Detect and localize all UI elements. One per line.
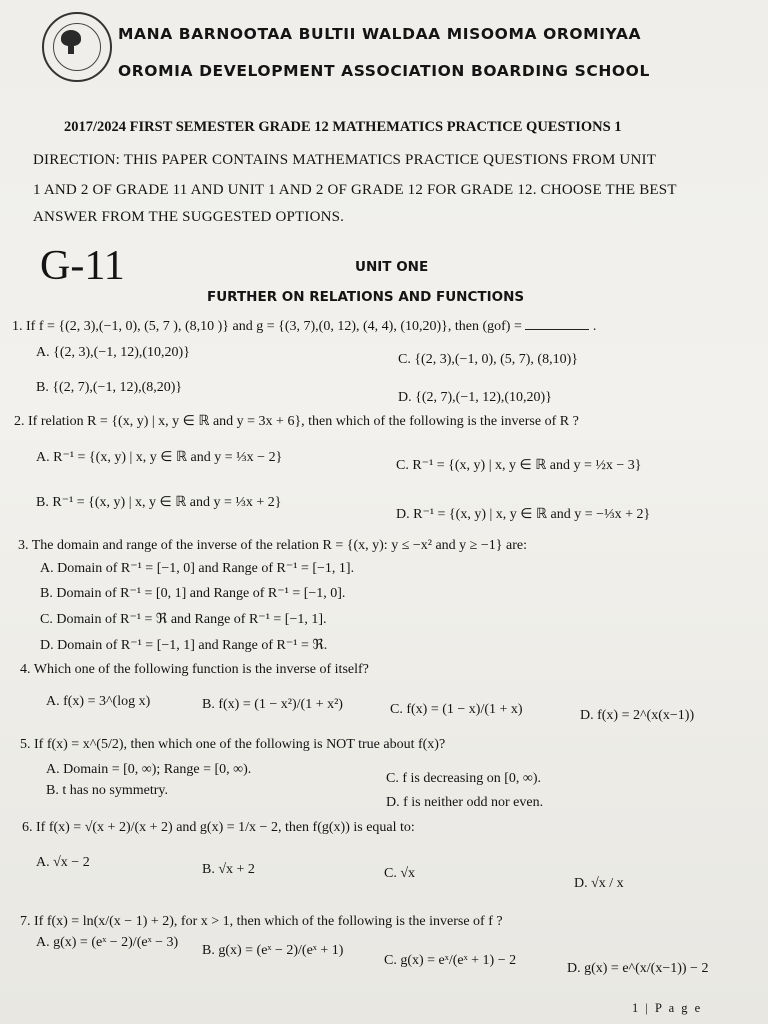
q1-option-d: D. {(2, 7),(−1, 12),(10,20)}: [398, 390, 552, 405]
q1-option-a: A. {(2, 3),(−1, 12),(10,20)}: [36, 345, 190, 360]
question-7: 7. If f(x) = ln(x/(x − 1) + 2), for x > 1, then which of the following is the inverse of f ?: [20, 914, 503, 929]
q2-option-c: C. R⁻¹ = {(x, y) | x, y ∈ ℝ and y = ½x − 3}: [396, 458, 642, 473]
answer-blank: [525, 317, 589, 330]
q1-option-b: B. {(2, 7),(−1, 12),(8,20)}: [36, 380, 183, 395]
q5-option-a: A. Domain = [0, ∞); Range = [0, ∞).: [46, 762, 252, 777]
q1-option-c: C. {(2, 3),(−1, 0), (5, 7), (8,10)}: [398, 352, 578, 367]
q3-option-c: C. Domain of R⁻¹ = ℜ and Range of R⁻¹ = [−1, 1].: [40, 612, 327, 627]
question-4: 4. Which one of the following function is the inverse of itself?: [20, 662, 369, 677]
school-name-oromo: MANA BARNOOTAA BULTII WALDAA MISOOMA OROMIYAA: [118, 25, 642, 43]
question-1: 1. If f = {(2, 3),(−1, 0), (5, 7 ), (8,10 )} and g = {(3, 7),(0, 12), (4, 4), (10,20)}, then (gof) = .: [12, 319, 597, 334]
school-seal-icon: [42, 12, 112, 82]
q2-option-b: B. R⁻¹ = {(x, y) | x, y ∈ ℝ and y = ⅓x + 2}: [36, 495, 282, 510]
question-5: 5. If f(x) = x^(5/2), then which one of the following is NOT true about f(x)?: [20, 737, 446, 752]
grade-heading: G-11: [40, 243, 125, 289]
q7-option-d: D. g(x) = e^(x/(x−1)) − 2: [567, 961, 709, 976]
q3-option-d: D. Domain of R⁻¹ = [−1, 1] and Range of R⁻¹ = ℜ.: [40, 638, 328, 653]
question-3: 3. The domain and range of the inverse of the relation R = {(x, y): y ≤ −x² and y ≥ −1} are:: [18, 538, 527, 553]
exam-title: 2017/2024 FIRST SEMESTER GRADE 12 MATHEMATICS PRACTICE QUESTIONS 1: [64, 119, 622, 135]
page-number: 1 | P a g e: [632, 1001, 703, 1015]
q4-option-a: A. f(x) = 3^(log x): [46, 694, 151, 709]
question-2: 2. If relation R = {(x, y) | x, y ∈ ℝ and y = 3x + 6}, then which of the following is the inverse of R ?: [14, 414, 579, 429]
q4-option-b: B. f(x) = (1 − x²)/(1 + x²): [202, 697, 343, 712]
unit-heading: UNIT ONE: [355, 259, 429, 275]
q3-option-b: B. Domain of R⁻¹ = [0, 1] and Range of R⁻¹ = [−1, 0].: [40, 586, 346, 601]
q2-option-d: D. R⁻¹ = {(x, y) | x, y ∈ ℝ and y = −⅓x + 2}: [396, 507, 651, 522]
q5-option-b: B. t has no symmetry.: [46, 783, 168, 798]
q6-option-a: A. √x − 2: [36, 855, 90, 870]
q2-option-a: A. R⁻¹ = {(x, y) | x, y ∈ ℝ and y = ⅓x − 2}: [36, 450, 283, 465]
q6-option-b: B. √x + 2: [202, 862, 255, 877]
school-name-english: OROMIA DEVELOPMENT ASSOCIATION BOARDING SCHOOL: [118, 62, 650, 80]
q6-option-c: C. √x: [384, 866, 416, 881]
direction-line-3: ANSWER FROM THE SUGGESTED OPTIONS.: [33, 209, 345, 225]
q7-option-b: B. g(x) = (eˣ − 2)/(eˣ + 1): [202, 943, 344, 958]
q5-option-d: D. f is neither odd nor even.: [386, 795, 544, 810]
q6-option-d: D. √x / x: [574, 876, 624, 891]
q7-option-c: C. g(x) = eˣ/(eˣ + 1) − 2: [384, 953, 517, 968]
q5-option-c: C. f is decreasing on [0, ∞).: [386, 771, 541, 786]
q7-option-a: A. g(x) = (eˣ − 2)/(eˣ − 3): [36, 935, 179, 950]
q4-option-d: D. f(x) = 2^(x(x−1)): [580, 708, 695, 723]
q3-option-a: A. Domain of R⁻¹ = [−1, 0] and Range of R⁻¹ = [−1, 1].: [40, 561, 355, 576]
direction-line-2: 1 AND 2 OF GRADE 11 AND UNIT 1 AND 2 OF GRADE 12 FOR GRADE 12. CHOOSE THE BEST: [33, 182, 677, 198]
unit-topic: FURTHER ON RELATIONS AND FUNCTIONS: [207, 289, 525, 305]
question-6: 6. If f(x) = √(x + 2)/(x + 2) and g(x) = 1/x − 2, then f(g(x)) is equal to:: [22, 820, 415, 835]
direction-line-1: DIRECTION: THIS PAPER CONTAINS MATHEMATICS PRACTICE QUESTIONS FROM UNIT: [33, 152, 657, 168]
q4-option-c: C. f(x) = (1 − x)/(1 + x): [390, 702, 523, 717]
